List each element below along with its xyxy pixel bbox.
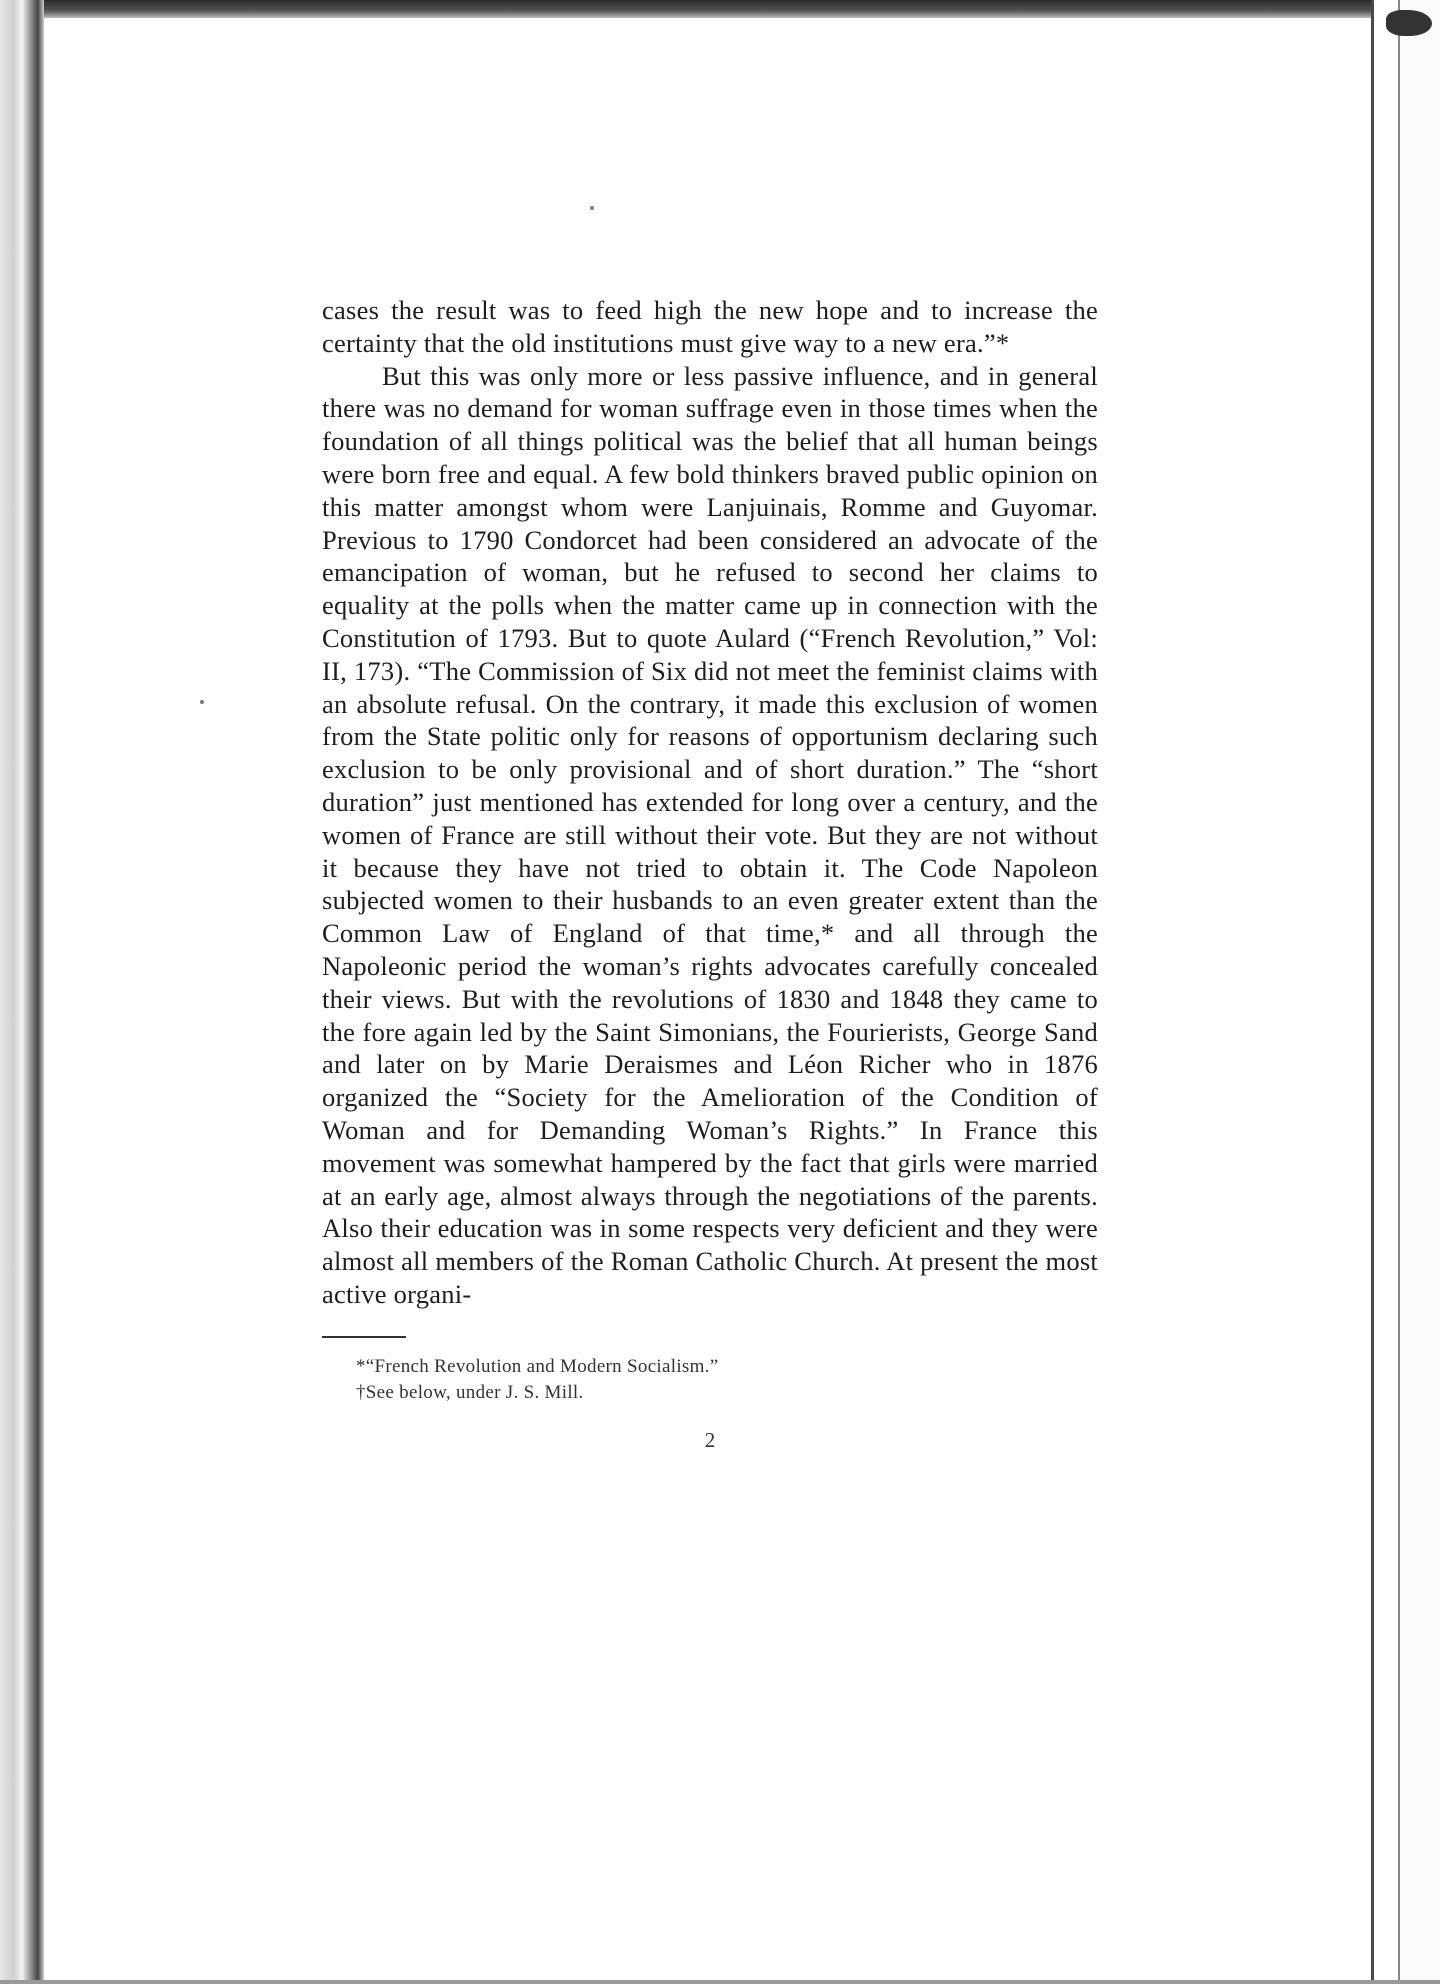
book-binding-edge bbox=[0, 0, 44, 1984]
body-text bbox=[322, 294, 1098, 1311]
page-corner-mark bbox=[1386, 10, 1432, 36]
next-page-edge bbox=[1398, 0, 1440, 1984]
footnote-2: †See below, under J. S. Mill. bbox=[356, 1381, 584, 1403]
page-number: 2 bbox=[704, 1427, 716, 1452]
paper-speck bbox=[590, 206, 594, 210]
paragraph-main: But this was only more or less passive influence, and in general there was no demand for woman suffrage even in those times when the foundation of all things political was the belief that all human beings were born free and equal. A few bold thinkers braved public opinion on this matter amongst whom were Lanjuinais, Romme and Guyomar. Previous to 1790 Condorcet had been considered an advocate of the emancipation of woman, but he refused to second her claims to equality at the polls when the matter came up in connection with the Constitution of 1793. But to quote Aulard (“French Revolution,” Vol: II, 173). “The Commission of Six did not meet the feminist claims with an absolute refusal. On the contrary, it made this exclusion of women from the State politic only for reasons of opportunism declaring such exclusion to be only provisional and of short duration.” The “short duration” just mentioned has extended for long over a century, and the women of France are still without their vote. But they are not without it because they have not tried to obtain it. The Code Napoleon subjected women to their husbands to an even greater extent than the Common Law of England of that time,* and all through the Napoleonic period the woman’s rights advocates carefully concealed their views. But with the revolutions of 1830 and 1848 they came to the fore again led by the Saint Simonians, the Fourierists, George Sand and later on by Marie Deraismes and Léon Richer who in 1876 organized the “Society for the Amelioration of the Condition of Woman and for Demanding Woman’s Rights.” In France this movement was somewhat hampered by the fact that girls were married at an early age, almost always through the negotiations of the parents. Also their education was in some respects very deficient and they were almost all members of the Roman Catholic Church. At present the most active organi- bbox=[322, 360, 1098, 1309]
footnotes bbox=[356, 1354, 1098, 1406]
book-page bbox=[322, 294, 1098, 1453]
footnote-rule bbox=[322, 1336, 406, 1338]
scan-right-edge bbox=[1371, 0, 1440, 1984]
scan-bottom-edge bbox=[0, 1980, 1440, 1984]
paper-speck bbox=[200, 700, 204, 704]
footnote-1: *“French Revolution and Modern Socialism.” bbox=[356, 1355, 719, 1377]
paragraph-continuation: cases the result was to feed high the new hope and to increase the certainty that the old institutions must give way to a new era.”* bbox=[322, 295, 1098, 358]
scan-top-edge bbox=[0, 0, 1440, 18]
